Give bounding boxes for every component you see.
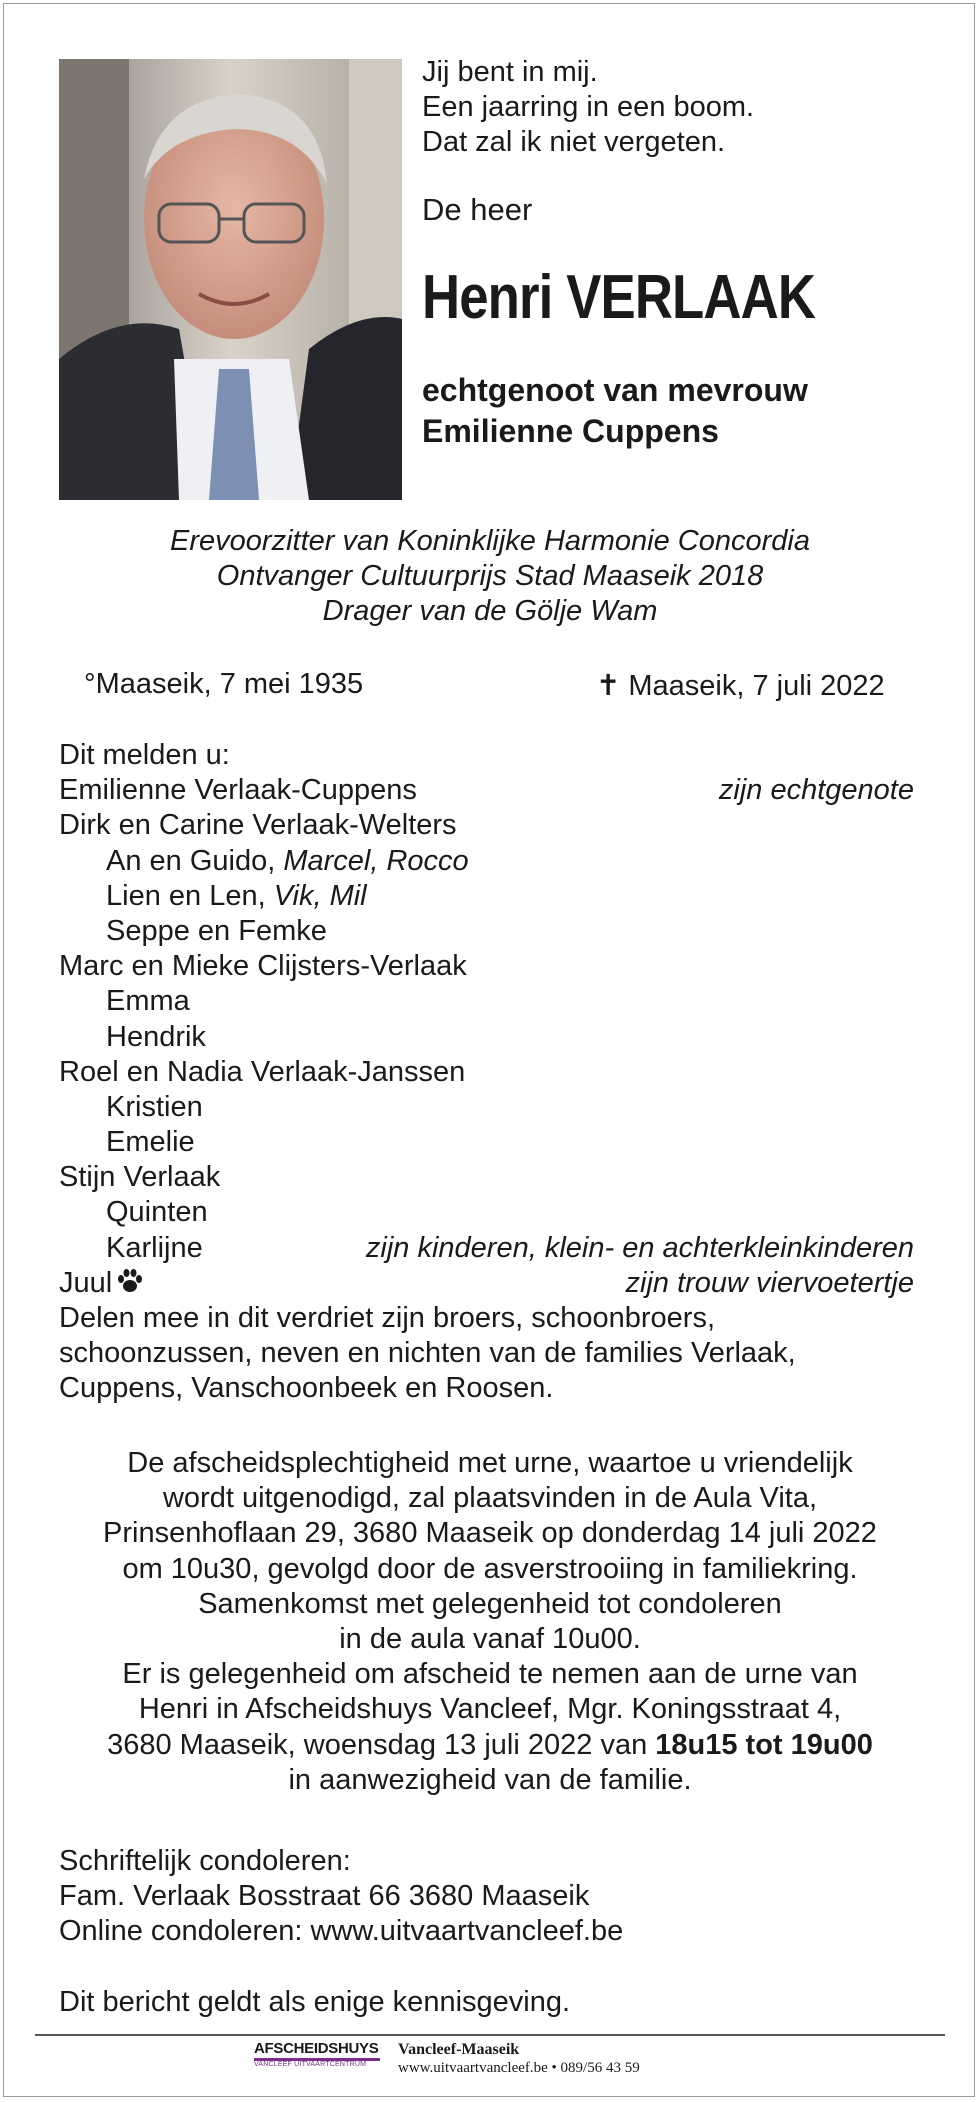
logo-subtitle: VANCLEEF UITVAARTCENTRUM — [254, 2061, 367, 2068]
logo-brand: AFSCHEIDSHUYS — [254, 2040, 379, 2057]
service-line: Er is gelegenheid om afscheid te nemen aan de urne van — [122, 1658, 858, 1691]
service-text: 3680 Maaseik, woensdag 13 juli 2022 van — [107, 1728, 656, 1761]
family-member: Seppe en Femke — [106, 914, 327, 947]
poem-line: Jij bent in mij. — [422, 56, 598, 88]
relation-label: zijn trouw viervoetertje — [625, 1266, 914, 1299]
spouse-block — [422, 370, 808, 452]
relation-label: zijn kinderen, klein- en achterkleinkinderen — [365, 1231, 914, 1264]
birth-date: °Maaseik, 7 mei 1935 — [84, 668, 364, 700]
family-member: Kristien — [106, 1090, 203, 1123]
extended-family — [59, 1301, 914, 1406]
family-row — [59, 1020, 914, 1055]
poem-line: Dat zal ik niet vergeten. — [422, 126, 726, 158]
spouse-name: Emilienne Cuppens — [422, 413, 719, 449]
condole-line: Schriftelijk condoleren: — [59, 1845, 351, 1877]
footer-info — [398, 2040, 640, 2078]
service-line: Prinsenhoflaan 29, 3680 Maaseik op donderdag 14 juli 2022 — [103, 1517, 877, 1550]
spouse-line: echtgenoot van mevrouw — [422, 372, 808, 408]
funeral-home-logo — [254, 2040, 380, 2068]
honor-line: Ontvanger Cultuurprijs Stad Maaseik 2018 — [216, 560, 764, 592]
pet-name: Juul — [59, 1266, 113, 1299]
service-line: in de aula vanaf 10u00. — [339, 1623, 641, 1656]
family-member: Roel en Nadia Verlaak-Janssen — [59, 1055, 466, 1088]
service-details — [0, 1446, 980, 1798]
family-intro: Dit melden u: — [59, 739, 230, 771]
family-row — [59, 773, 914, 808]
family-row — [59, 1195, 914, 1230]
family-row — [59, 808, 914, 843]
family-member: Lien en Len, — [106, 879, 274, 912]
condolences — [59, 1844, 623, 1950]
relation-label: zijn echtgenote — [718, 774, 914, 807]
family-member: An en Guido, — [106, 844, 284, 877]
family-member: Hendrik — [106, 1020, 206, 1053]
family-member: Dirk en Carine Verlaak-Welters — [59, 809, 457, 842]
honorific: De heer — [422, 192, 533, 227]
family-list — [59, 738, 914, 1406]
poem — [422, 55, 754, 160]
family-row — [59, 914, 914, 949]
deceased-name: Henri VERLAAK — [422, 263, 816, 332]
condole-online: Online condoleren: www.uitvaartvancleef.be — [59, 1915, 624, 1948]
extended-line: Cuppens, Vanschoonbeek en Roosen. — [59, 1372, 554, 1404]
footer-contact: www.uitvaartvancleef.be • 089/56 43 59 — [398, 2060, 640, 2076]
family-member: Marc en Mieke Clijsters-Verlaak — [59, 950, 467, 983]
honor-line: Drager van de Gölje Wam — [322, 595, 658, 627]
honor-line: Erevoorzitter van Koninklijke Harmonie Concordia — [170, 525, 810, 557]
service-line: Samenkomst met gelegenheid tot condoleren — [198, 1587, 782, 1620]
family-row — [59, 1090, 914, 1125]
condole-address: Fam. Verlaak Bosstraat 66 3680 Maaseik — [59, 1880, 590, 1913]
family-row — [59, 1055, 914, 1090]
death-date: ✝ Maaseik, 7 juli 2022 — [596, 670, 885, 702]
family-member: Emilienne Verlaak-Cuppens — [59, 774, 417, 807]
service-line: De afscheidsplechtigheid met urne, waartoe u vriendelijk — [127, 1447, 853, 1479]
extended-line: schoonzussen, neven en nichten van de families Verlaak, — [59, 1337, 796, 1369]
family-member: Emma — [106, 985, 190, 1018]
great-grandchildren: Marcel, Rocco — [283, 844, 469, 877]
paw-icon — [116, 1267, 144, 1295]
family-row — [59, 844, 914, 879]
family-row — [59, 949, 914, 984]
service-line: in aanwezigheid van de familie. — [288, 1763, 692, 1796]
family-member: Stijn Verlaak — [59, 1161, 221, 1194]
family-member: Emelie — [106, 1126, 195, 1159]
family-member: Karlijne — [106, 1231, 203, 1264]
extended-line: Delen mee in dit verdriet zijn broers, schoonbroers, — [59, 1302, 716, 1334]
footer-divider — [35, 2034, 945, 2036]
service-line: wordt uitgenodigd, zal plaatsvinden in de Aula Vita, — [162, 1482, 818, 1515]
service-line — [0, 1728, 980, 1763]
family-row — [59, 1125, 914, 1160]
visiting-hours: 18u15 tot 19u00 — [655, 1728, 873, 1761]
family-row — [59, 1266, 914, 1301]
great-grandchildren: Vik, Mil — [273, 879, 367, 912]
family-row — [59, 1160, 914, 1195]
footer-company: Vancleef-Maaseik — [398, 2041, 520, 2058]
portrait-photo — [59, 59, 402, 500]
family-row — [59, 984, 914, 1019]
honors — [0, 524, 980, 629]
family-row — [59, 879, 914, 914]
poem-line: Een jaarring in een boom. — [422, 91, 755, 123]
service-line: Henri in Afscheidshuys Vancleef, Mgr. Koningsstraat 4, — [138, 1693, 842, 1726]
family-row — [59, 1231, 914, 1266]
family-member: Quinten — [106, 1196, 208, 1229]
service-line: om 10u30, gevolgd door de asverstrooiing in familiekring. — [122, 1552, 858, 1585]
notice-text: Dit bericht geldt als enige kennisgeving. — [59, 1986, 571, 2018]
